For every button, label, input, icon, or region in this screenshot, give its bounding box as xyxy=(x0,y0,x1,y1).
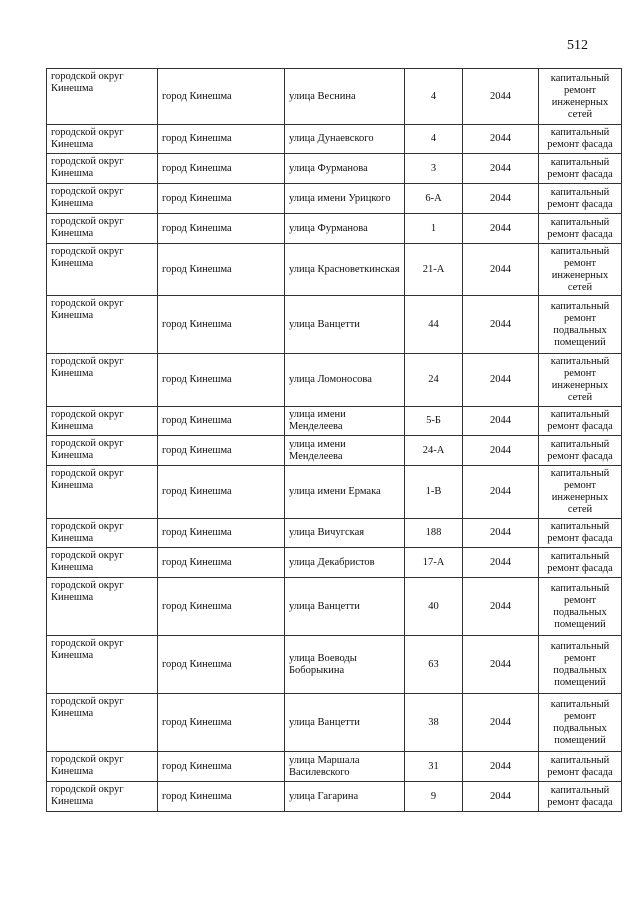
cell-work: капитальный ремонт инженерных сетей xyxy=(539,466,622,519)
cell-district: городской округ Кинешма xyxy=(47,125,158,154)
cell-work: капитальный ремонт фасада xyxy=(539,214,622,244)
cell-street: улица Вичугская xyxy=(285,519,405,548)
cell-street: улица Маршала Василевского xyxy=(285,752,405,782)
table-row xyxy=(47,466,622,519)
table-body xyxy=(47,69,622,812)
cell-street: улица Веснина xyxy=(285,69,405,125)
cell-street: улица имени Урицкого xyxy=(285,184,405,214)
table-row xyxy=(47,407,622,436)
cell-year: 2044 xyxy=(463,519,539,548)
table-row xyxy=(47,436,622,466)
cell-street: улица Гагарина xyxy=(285,782,405,812)
cell-year: 2044 xyxy=(463,636,539,694)
cell-year: 2044 xyxy=(463,154,539,184)
table-row xyxy=(47,548,622,578)
cell-house: 6-А xyxy=(405,184,463,214)
cell-year: 2044 xyxy=(463,782,539,812)
table-row xyxy=(47,154,622,184)
cell-work: капитальный ремонт фасада xyxy=(539,436,622,466)
cell-work: капитальный ремонт фасада xyxy=(539,125,622,154)
cell-work: капитальный ремонт инженерных сетей xyxy=(539,69,622,125)
cell-city: город Кинешма xyxy=(158,154,285,184)
cell-house: 1-В xyxy=(405,466,463,519)
cell-work: капитальный ремонт инженерных сетей xyxy=(539,354,622,407)
cell-district: городской округ Кинешма xyxy=(47,184,158,214)
cell-city: город Кинешма xyxy=(158,214,285,244)
cell-house: 188 xyxy=(405,519,463,548)
cell-work: капитальный ремонт фасада xyxy=(539,184,622,214)
cell-city: город Кинешма xyxy=(158,69,285,125)
cell-district: городской округ Кинешма xyxy=(47,244,158,296)
cell-year: 2044 xyxy=(463,694,539,752)
table-row xyxy=(47,69,622,125)
cell-house: 21-А xyxy=(405,244,463,296)
data-table xyxy=(46,68,622,812)
cell-street: улица Ванцетти xyxy=(285,296,405,354)
cell-work: капитальный ремонт фасада xyxy=(539,548,622,578)
cell-year: 2044 xyxy=(463,125,539,154)
cell-work: капитальный ремонт инженерных сетей xyxy=(539,244,622,296)
cell-year: 2044 xyxy=(463,184,539,214)
cell-street: улица Воеводы Боборыкина xyxy=(285,636,405,694)
cell-city: город Кинешма xyxy=(158,407,285,436)
cell-district: городской округ Кинешма xyxy=(47,578,158,636)
cell-house: 5-Б xyxy=(405,407,463,436)
table-row xyxy=(47,578,622,636)
cell-work: капитальный ремонт фасада xyxy=(539,154,622,184)
cell-work: капитальный ремонт фасада xyxy=(539,519,622,548)
cell-city: город Кинешма xyxy=(158,694,285,752)
cell-district: городской округ Кинешма xyxy=(47,69,158,125)
cell-year: 2044 xyxy=(463,466,539,519)
cell-city: город Кинешма xyxy=(158,244,285,296)
cell-year: 2044 xyxy=(463,548,539,578)
cell-work: капитальный ремонт подвальных помещений xyxy=(539,296,622,354)
cell-street: улица Ванцетти xyxy=(285,578,405,636)
table-row xyxy=(47,184,622,214)
cell-year: 2044 xyxy=(463,752,539,782)
table-row xyxy=(47,782,622,812)
cell-house: 24-А xyxy=(405,436,463,466)
cell-district: городской округ Кинешма xyxy=(47,436,158,466)
cell-city: город Кинешма xyxy=(158,184,285,214)
cell-street: улица Дунаевского xyxy=(285,125,405,154)
cell-work: капитальный ремонт подвальных помещений xyxy=(539,694,622,752)
table-row xyxy=(47,636,622,694)
cell-year: 2044 xyxy=(463,407,539,436)
cell-district: городской округ Кинешма xyxy=(47,354,158,407)
table-row xyxy=(47,244,622,296)
cell-street: улица Фурманова xyxy=(285,154,405,184)
cell-house: 4 xyxy=(405,69,463,125)
cell-street: улица Ванцетти xyxy=(285,694,405,752)
cell-work: капитальный ремонт фасада xyxy=(539,407,622,436)
cell-house: 3 xyxy=(405,154,463,184)
cell-work: капитальный ремонт подвальных помещений xyxy=(539,578,622,636)
cell-street: улица имени Менделеева xyxy=(285,407,405,436)
cell-city: город Кинешма xyxy=(158,354,285,407)
cell-district: городской округ Кинешма xyxy=(47,548,158,578)
cell-street: улица Красноветкинская xyxy=(285,244,405,296)
cell-district: городской округ Кинешма xyxy=(47,636,158,694)
cell-district: городской округ Кинешма xyxy=(47,519,158,548)
cell-city: город Кинешма xyxy=(158,519,285,548)
cell-street: улица имени Ермака xyxy=(285,466,405,519)
cell-work: капитальный ремонт фасада xyxy=(539,752,622,782)
cell-district: городской округ Кинешма xyxy=(47,214,158,244)
table-row xyxy=(47,125,622,154)
cell-house: 9 xyxy=(405,782,463,812)
cell-year: 2044 xyxy=(463,244,539,296)
cell-city: город Кинешма xyxy=(158,578,285,636)
cell-city: город Кинешма xyxy=(158,296,285,354)
table-row xyxy=(47,296,622,354)
cell-house: 1 xyxy=(405,214,463,244)
cell-year: 2044 xyxy=(463,578,539,636)
cell-year: 2044 xyxy=(463,436,539,466)
cell-city: город Кинешма xyxy=(158,752,285,782)
page-number: 512 xyxy=(567,38,588,53)
cell-house: 38 xyxy=(405,694,463,752)
cell-city: город Кинешма xyxy=(158,548,285,578)
cell-district: городской округ Кинешма xyxy=(47,154,158,184)
cell-district: городской округ Кинешма xyxy=(47,296,158,354)
cell-house: 44 xyxy=(405,296,463,354)
cell-city: город Кинешма xyxy=(158,466,285,519)
cell-district: городской округ Кинешма xyxy=(47,752,158,782)
cell-district: городской округ Кинешма xyxy=(47,466,158,519)
cell-house: 24 xyxy=(405,354,463,407)
cell-street: улица имени Менделеева xyxy=(285,436,405,466)
cell-city: город Кинешма xyxy=(158,782,285,812)
cell-year: 2044 xyxy=(463,69,539,125)
cell-street: улица Ломоносова xyxy=(285,354,405,407)
cell-house: 31 xyxy=(405,752,463,782)
cell-house: 4 xyxy=(405,125,463,154)
table-row xyxy=(47,694,622,752)
table-row xyxy=(47,752,622,782)
cell-work: капитальный ремонт подвальных помещений xyxy=(539,636,622,694)
cell-district: городской округ Кинешма xyxy=(47,782,158,812)
cell-city: город Кинешма xyxy=(158,125,285,154)
table-row xyxy=(47,354,622,407)
cell-city: город Кинешма xyxy=(158,436,285,466)
table-row xyxy=(47,519,622,548)
cell-work: капитальный ремонт фасада xyxy=(539,782,622,812)
table-row xyxy=(47,214,622,244)
cell-year: 2044 xyxy=(463,296,539,354)
cell-house: 63 xyxy=(405,636,463,694)
cell-house: 40 xyxy=(405,578,463,636)
cell-house: 17-А xyxy=(405,548,463,578)
cell-year: 2044 xyxy=(463,354,539,407)
cell-street: улица Фурманова xyxy=(285,214,405,244)
cell-street: улица Декабристов xyxy=(285,548,405,578)
cell-year: 2044 xyxy=(463,214,539,244)
cell-district: городской округ Кинешма xyxy=(47,407,158,436)
cell-district: городской округ Кинешма xyxy=(47,694,158,752)
cell-city: город Кинешма xyxy=(158,636,285,694)
